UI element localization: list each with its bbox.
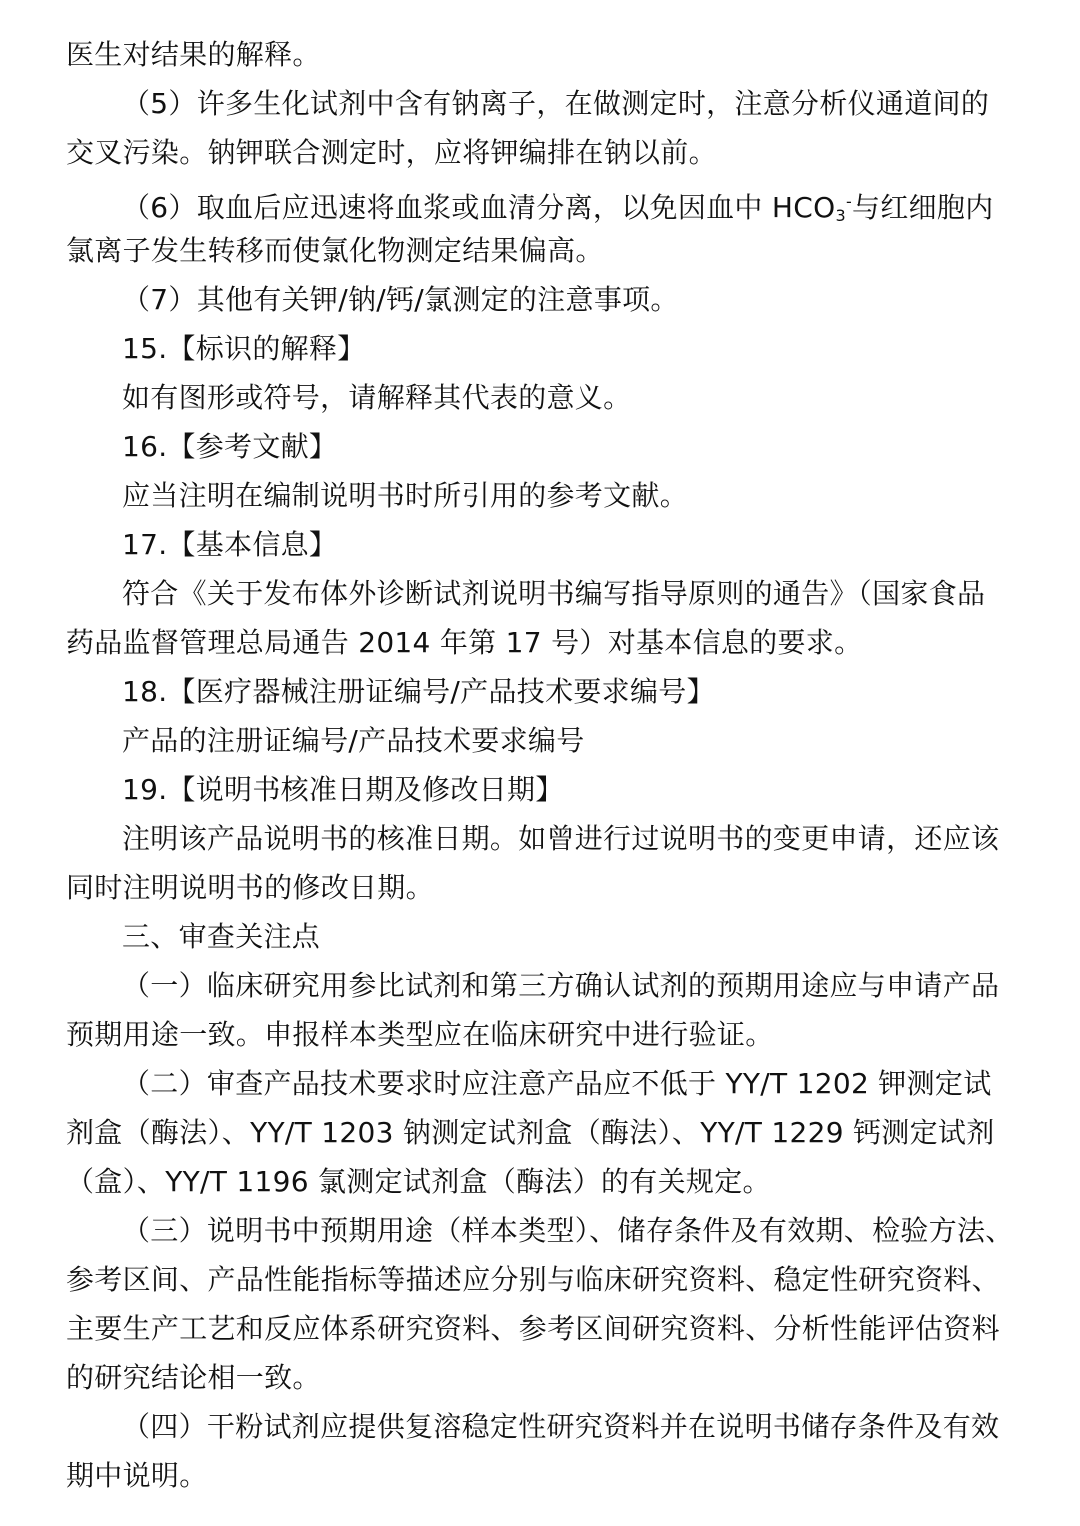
paragraph-line: 符合《关于发布体外诊断试剂说明书编写指导原则的通告》（国家食品 xyxy=(122,577,986,610)
paragraph-line: 预期用途一致。申报样本类型应在临床研究中进行验证。 xyxy=(66,1018,774,1051)
paragraph-line: 同时注明说明书的修改日期。 xyxy=(66,871,434,904)
paragraph-line: （三）说明书中预期用途（样本类型）、储存条件及有效期、检验方法、 xyxy=(122,1214,1014,1247)
line-text: （6）取血后应迅速将血浆或血清分离，以免因血中 HCO xyxy=(122,191,836,224)
paragraph-line: （盒）、YY/T 1196 氯测定试剂盒（酶法）的有关规定。 xyxy=(66,1165,771,1198)
section-heading: 16.【参考文献】 xyxy=(122,430,338,463)
paragraph-line: 期中说明。 xyxy=(66,1459,208,1492)
paragraph-line: 氯离子发生转移而使氯化物测定结果偏高。 xyxy=(66,234,604,267)
paragraph-line: （四）干粉试剂应提供复溶稳定性研究资料并在说明书储存条件及有效 xyxy=(122,1410,1000,1443)
paragraph-line: （二）审查产品技术要求时应注意产品应不低于 YY/T 1202 钾测定试 xyxy=(122,1067,992,1100)
paragraph-line: （一）临床研究用参比试剂和第三方确认试剂的预期用途应与申请产品 xyxy=(122,969,1000,1002)
paragraph-line: 药品监督管理总局通告 2014 年第 17 号）对基本信息的要求。 xyxy=(66,626,863,659)
paragraph-line: （7）其他有关钾/钠/钙/氯测定的注意事项。 xyxy=(122,283,679,316)
paragraph-line: （5）许多生化试剂中含有钠离子，在做测定时，注意分析仪通道间的 xyxy=(122,87,990,120)
paragraph-line: 交叉污染。钠钾联合测定时，应将钾编排在钠以前。 xyxy=(66,136,717,169)
paragraph-line: 剂盒（酶法）、YY/T 1203 钠测定试剂盒（酶法）、YY/T 1229 钙测定试剂 xyxy=(66,1116,995,1149)
section-heading: 17.【基本信息】 xyxy=(122,528,338,561)
section-heading: 19.【说明书核准日期及修改日期】 xyxy=(122,773,564,806)
section-heading: 三、审查关注点 xyxy=(122,920,321,953)
section-heading: 18.【医疗器械注册证编号/产品技术要求编号】 xyxy=(122,675,715,708)
line-text: 与红细胞内 xyxy=(852,191,994,224)
paragraph-line: 医生对结果的解释。 xyxy=(66,38,321,71)
section-heading: 15.【标识的解释】 xyxy=(122,332,366,365)
paragraph-line: 的研究结论相一致。 xyxy=(66,1361,321,1394)
paragraph-line: 应当注明在编制说明书时所引用的参考文献。 xyxy=(122,479,689,512)
paragraph-line: 产品的注册证编号/产品技术要求编号 xyxy=(122,724,585,757)
paragraph-line: 主要生产工艺和反应体系研究资料、参考区间研究资料、分析性能评估资料 xyxy=(66,1312,1000,1345)
subscript: 3 xyxy=(835,206,846,225)
paragraph-line: 注明该产品说明书的核准日期。如曾进行过说明书的变更申请，还应该 xyxy=(122,822,1000,855)
paragraph-line: 参考区间、产品性能指标等描述应分别与临床研究资料、稳定性研究资料、 xyxy=(66,1263,1000,1296)
paragraph-line-hco3 xyxy=(0,177,1080,226)
superscript: - xyxy=(845,192,853,211)
paragraph-line: 如有图形或符号，请解释其代表的意义。 xyxy=(122,381,632,414)
